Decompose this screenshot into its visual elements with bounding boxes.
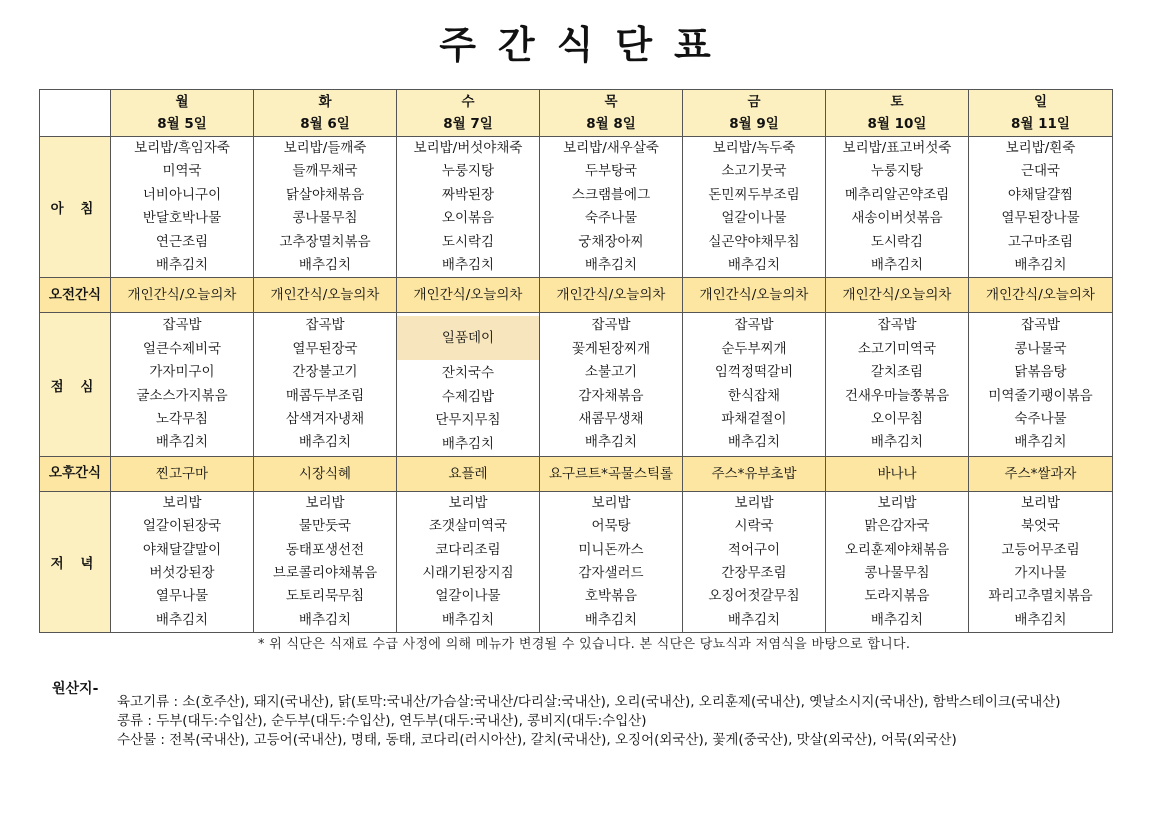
menu-cell [540, 491, 683, 632]
menu-item: 보리밥 [734, 494, 774, 511]
menu-cell [540, 137, 683, 278]
day-name: 화 [318, 94, 332, 110]
menu-item: 배추김치 [298, 434, 352, 451]
menu-item: 꽈리고추멸치볶음 [988, 588, 1093, 605]
menu-cell [397, 313, 540, 457]
menu-change-note: * 위 식단은 식재료 수급 사정에 의해 메뉴가 변경될 수 있습니다. 본 식단은 당뇨식과 저염식을 바탕으로 합니다. [258, 637, 911, 652]
menu-item: 배추김치 [870, 434, 924, 451]
menu-item: 콩나물무침 [292, 210, 358, 227]
day-name: 목 [604, 94, 618, 110]
menu-item: 얼큰수제비국 [142, 340, 222, 357]
snack-cell: 개인간식/오늘의차 [826, 278, 969, 313]
menu-item: 얼갈이나물 [721, 210, 787, 227]
menu-item: 배추김치 [441, 256, 495, 273]
menu-item: 임꺽정떡갈비 [714, 364, 794, 381]
menu-item: 어묵탕 [591, 518, 631, 535]
menu-cell [683, 491, 826, 632]
menu-item: 가지나물 [1014, 565, 1067, 582]
menu-item: 배추김치 [441, 611, 495, 628]
menu-item: 새송이버섯볶음 [851, 210, 943, 227]
menu-item: 삼색겨자냉채 [285, 411, 365, 428]
menu-item: 잡곡밥 [591, 317, 631, 334]
menu-item: 순두부찌개 [721, 340, 787, 357]
menu-item: 보리밥 [448, 494, 488, 511]
meal-row [40, 491, 1113, 632]
menu-item: 너비아니구이 [142, 186, 222, 203]
origin-meat: 육고기류 : 소(호주산), 돼지(국내산), 닭(토막:국내산/가슴살:국내산/다리살:국내산), 오리(국내산), 오리훈제(국내산), 옛날소시지(국내산), 함박스테이크(국내산) [117, 694, 1061, 710]
menu-item: 짜박된장 [441, 186, 495, 203]
day-date: 8월 10일 [867, 116, 927, 132]
menu-item: 한식잡채 [727, 387, 781, 404]
meal-row [40, 313, 1113, 457]
snack-cell: 바나나 [826, 456, 969, 491]
menu-item: 북엇국 [1020, 518, 1061, 535]
menu-item: 새콤무생채 [578, 411, 644, 428]
menu-item: 보리밥 [877, 494, 917, 511]
meal-row [40, 137, 1113, 278]
page-title: 주간식단표 [439, 23, 733, 67]
weekly-menu-table [39, 89, 1113, 633]
menu-item: 들깨무채국 [292, 163, 358, 180]
menu-item: 숙주나물 [584, 210, 638, 227]
menu-item: 보리밥 [305, 494, 345, 511]
menu-item: 보리밥 [1020, 494, 1061, 511]
menu-item: 단무지무침 [435, 412, 501, 429]
menu-item: 누룽지탕 [441, 163, 495, 180]
snack-cell: 요구르트*곡물스틱롤 [540, 456, 683, 491]
snack-cell: 요플레 [397, 456, 540, 491]
menu-item: 배추김치 [870, 256, 924, 273]
snack-cell: 개인간식/오늘의차 [969, 278, 1113, 313]
day-date: 8월 11일 [1011, 116, 1070, 132]
menu-item: 배추김치 [727, 434, 781, 451]
menu-cell [111, 491, 254, 632]
menu-cell [969, 491, 1113, 632]
snack-cell: 개인간식/오늘의차 [111, 278, 254, 313]
menu-item: 동태포생선전 [285, 541, 365, 558]
menu-item: 배추김치 [298, 256, 352, 273]
menu-item: 잡곡밥 [877, 317, 917, 334]
menu-item: 야채달걀말이 [142, 541, 222, 558]
menu-item: 소고기미역국 [857, 340, 937, 357]
day-name: 일 [1033, 94, 1048, 110]
menu-item: 배추김치 [727, 256, 781, 273]
day-header [111, 90, 254, 137]
menu-cell [683, 137, 826, 278]
menu-cell [254, 313, 397, 457]
day-name: 금 [747, 94, 761, 110]
menu-item: 호박볶음 [584, 588, 638, 605]
menu-item: 도시락김 [441, 233, 495, 250]
menu-body [40, 137, 1113, 633]
menu-item: 닭살야채볶음 [285, 186, 365, 203]
menu-item: 적어구이 [727, 541, 781, 558]
meal-label: 저 녁 [40, 491, 111, 632]
menu-item: 돈민찌두부조림 [708, 186, 800, 203]
menu-cell [397, 137, 540, 278]
menu-item: 간장무조림 [721, 565, 787, 582]
day-header [540, 90, 683, 137]
menu-item: 브로콜리야채볶음 [272, 565, 378, 582]
menu-cell [826, 313, 969, 457]
meal-label: 아 침 [40, 137, 111, 278]
meal-label: 점 심 [40, 313, 111, 457]
menu-item: 메추리알곤약조림 [844, 186, 950, 203]
snack-cell: 주스*유부초밥 [683, 456, 826, 491]
menu-item: 미역줄기팽이볶음 [988, 387, 1093, 404]
day-date: 8월 8일 [586, 116, 636, 132]
menu-item: 열무된장나물 [1001, 210, 1080, 227]
menu-item: 소불고기 [584, 364, 638, 381]
menu-item: 도라지볶음 [864, 588, 930, 605]
menu-item: 얼갈이된장국 [142, 518, 222, 535]
day-date: 8월 9일 [729, 116, 779, 132]
menu-item: 도시락김 [870, 233, 924, 250]
menu-item: 배추김치 [1014, 256, 1067, 273]
menu-item: 배추김치 [1014, 434, 1067, 451]
menu-item: 배추김치 [155, 611, 209, 628]
menu-item: 실곤약야채무침 [708, 233, 800, 250]
menu-item: 잡곡밥 [305, 317, 345, 334]
menu-item: 배추김치 [155, 256, 209, 273]
snack-cell: 개인간식/오늘의차 [540, 278, 683, 313]
menu-item: 고등어무조림 [1001, 541, 1080, 558]
day-name: 수 [461, 94, 475, 110]
menu-item: 간장불고기 [292, 364, 358, 381]
menu-item: 배추김치 [584, 434, 638, 451]
menu-cell [969, 137, 1113, 278]
menu-item: 매콤두부조림 [285, 387, 365, 404]
menu-item: 보리밥 [591, 494, 631, 511]
menu-item: 열무된장국 [292, 340, 358, 357]
menu-item: 오징어젓갈무침 [708, 588, 800, 605]
menu-item: 미역국 [162, 163, 202, 180]
menu-item: 굴소스가지볶음 [136, 387, 228, 404]
menu-item: 보리밥/표고버섯죽 [842, 140, 952, 156]
menu-cell [111, 137, 254, 278]
menu-item: 잔치국수 [441, 365, 495, 382]
menu-item: 보리밥/녹두죽 [712, 140, 796, 156]
menu-item: 맑은감자국 [864, 518, 930, 535]
menu-cell [540, 313, 683, 457]
origin-beans: 콩류 : 두부(대두:수입산), 순두부(대두:수입산), 연두부(대두:국내산), 콩비지(대두:수입산) [117, 713, 647, 729]
menu-item: 배추김치 [584, 256, 638, 273]
day-header [397, 90, 540, 137]
menu-item: 갈치조림 [870, 364, 924, 381]
menu-item: 보리밥/들깨죽 [283, 140, 367, 156]
menu-cell [826, 137, 969, 278]
menu-item: 고구마조림 [1007, 233, 1074, 250]
day-name: 토 [890, 94, 904, 110]
menu-item: 스크램블에그 [571, 186, 651, 203]
menu-item: 연근조림 [155, 233, 209, 250]
snack-cell: 개인간식/오늘의차 [254, 278, 397, 313]
meal-label: 오전간식 [40, 278, 111, 313]
menu-item: 배추김치 [870, 611, 924, 628]
menu-cell [397, 491, 540, 632]
day-header [826, 90, 969, 137]
menu-item: 조갯살미역국 [428, 518, 508, 535]
menu-item: 시래기된장지짐 [422, 565, 514, 582]
menu-item: 배추김치 [584, 611, 638, 628]
menu-item: 보리밥/흰죽 [1005, 140, 1076, 156]
menu-item: 오이무침 [870, 411, 924, 428]
menu-item: 배추김치 [298, 611, 352, 628]
menu-item: 파채겉절이 [721, 411, 787, 428]
menu-item: 두부탕국 [584, 163, 638, 180]
menu-item: 보리밥/새우살죽 [563, 140, 659, 156]
menu-item: 콩나물무침 [864, 565, 930, 582]
menu-item: 오이볶음 [441, 210, 495, 227]
day-date: 8월 6일 [300, 116, 350, 132]
day-header [969, 90, 1113, 137]
menu-item: 수제김밥 [441, 388, 495, 405]
menu-item: 열무나물 [155, 588, 209, 605]
menu-item: 보리밥/흑임자죽 [134, 140, 230, 156]
day-header [683, 90, 826, 137]
menu-cell [254, 137, 397, 278]
day-header [254, 90, 397, 137]
menu-item: 버섯강된장 [149, 565, 215, 582]
menu-item: 보리밥/버섯야채죽 [413, 140, 523, 156]
snack-cell: 주스*쌀과자 [969, 456, 1113, 491]
menu-item: 건새우마늘쫑볶음 [844, 387, 950, 404]
day-name: 월 [175, 94, 189, 110]
menu-item: 잡곡밥 [734, 317, 774, 334]
menu-item: 잡곡밥 [1020, 317, 1061, 334]
snack-cell: 시장식혜 [254, 456, 397, 491]
menu-item: 얼갈이나물 [435, 588, 501, 605]
menu-cell [969, 313, 1113, 457]
menu-item: 보리밥 [162, 494, 202, 511]
menu-item: 누룽지탕 [870, 163, 924, 180]
snack-cell: 개인간식/오늘의차 [397, 278, 540, 313]
menu-item: 고추장멸치볶음 [279, 233, 371, 250]
menu-item: 노각무침 [155, 411, 209, 428]
menu-cell [683, 313, 826, 457]
menu-cell [111, 313, 254, 457]
menu-item: 배추김치 [155, 434, 209, 451]
origin-title: 원산지- [52, 681, 99, 697]
menu-item: 감자채볶음 [578, 387, 644, 404]
menu-item: 닭볶음탕 [1014, 364, 1067, 381]
menu-item: 배추김치 [441, 435, 495, 452]
menu-item: 미니돈까스 [578, 541, 644, 558]
header-corner [40, 90, 111, 137]
origin-seafood: 수산물 : 전복(국내산), 고등어(국내산), 명태, 동태, 코다리(러시아산), 갈치(국내산), 오징어(외국산), 꽃게(중국산), 맛살(외국산), 어묵(외국산) [117, 732, 957, 748]
menu-item: 잡곡밥 [162, 317, 202, 334]
menu-cell [826, 491, 969, 632]
snack-cell: 찐고구마 [111, 456, 254, 491]
meal-label: 오후간식 [40, 456, 111, 491]
day-date: 8월 5일 [157, 116, 207, 132]
menu-item: 배추김치 [727, 611, 781, 628]
menu-item: 감자샐러드 [578, 565, 644, 582]
menu-item: 궁채장아찌 [578, 233, 644, 250]
menu-item: 콩나물국 [1014, 340, 1067, 357]
snack-row [40, 456, 1113, 491]
menu-item: 근대국 [1020, 163, 1061, 180]
snack-cell: 개인간식/오늘의차 [683, 278, 826, 313]
menu-item: 숙주나물 [1014, 411, 1067, 428]
menu-item: 코다리조림 [435, 541, 501, 558]
menu-item: 도토리묵무침 [285, 588, 365, 605]
menu-item: 배추김치 [1014, 611, 1067, 628]
special-day-label: 일품데이 [397, 316, 539, 360]
day-header-row [40, 90, 1113, 137]
snack-row [40, 278, 1113, 313]
menu-item: 소고기뭇국 [721, 163, 787, 180]
menu-item: 물만둣국 [298, 518, 352, 535]
menu-item: 꽃게된장찌개 [571, 340, 651, 357]
menu-item: 반달호박나물 [142, 210, 222, 227]
origin-list [117, 694, 1107, 751]
day-date: 8월 7일 [443, 116, 493, 132]
menu-item: 가자미구이 [149, 364, 215, 381]
menu-item: 야채달걀찜 [1007, 186, 1074, 203]
menu-cell [254, 491, 397, 632]
menu-item: 시락국 [734, 518, 774, 535]
menu-item: 오리훈제야채볶음 [844, 541, 950, 558]
